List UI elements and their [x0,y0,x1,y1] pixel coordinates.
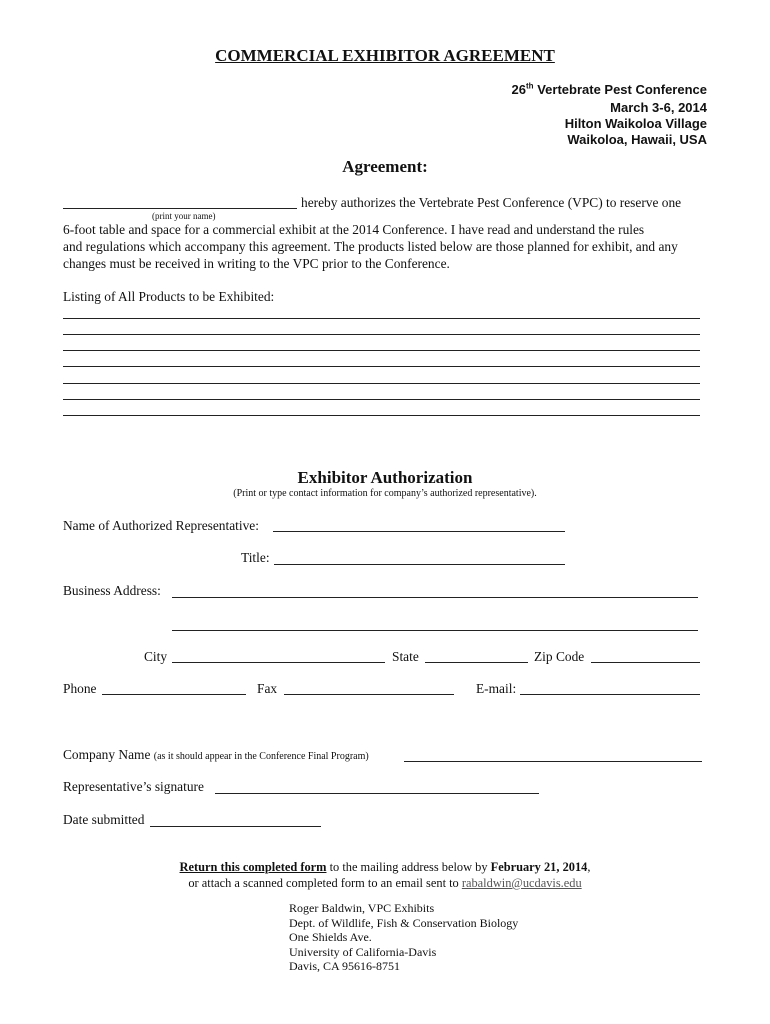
agreement-line-3: and regulations which accompany this agreement. The products listed below are those planned for exhibit, and any [63,239,678,254]
title-label: Title: [241,550,270,565]
authorization-heading: Exhibitor Authorization [297,468,473,487]
address-line-4: University of California-Davis [289,944,437,959]
zip-label: Zip Code [534,649,585,664]
state-field[interactable] [425,662,528,663]
business-address-field-2[interactable] [172,630,698,631]
title-field[interactable] [274,564,565,565]
city-label: City [144,649,168,664]
conference-edition-suffix: th [526,81,534,91]
company-name-note: (as it should appear in the Conference Final Program) [153,751,369,762]
return-comma: , [587,860,591,874]
address-line-3: One Shields Ave. [289,930,372,945]
business-address-field-1[interactable] [172,597,698,598]
email-field[interactable] [520,694,700,695]
email-label: E-mail: [476,681,517,696]
contact-email-link[interactable]: rabaldwin@ucdavis.edu [461,876,582,890]
product-line-4[interactable] [63,366,700,367]
date-submitted-field[interactable] [150,826,321,827]
agreement-heading: Agreement: [342,157,428,176]
fax-field[interactable] [284,694,454,695]
city-field[interactable] [172,662,385,663]
date-submitted-label: Date submitted [63,812,145,827]
product-line-1[interactable] [63,318,700,319]
attach-instructions [0,876,770,891]
return-text: to the mailing address below by [326,860,491,874]
phone-field[interactable] [102,694,246,695]
agreement-line-2: 6-foot table and space for a commercial exhibit at the 2014 Conference. I have read and understand the rules [63,222,645,237]
mailing-address [289,901,518,974]
attach-text: or attach a scanned completed form to an email sent to [188,876,462,890]
conference-dates: March 3-6, 2014 [610,100,707,115]
return-deadline: February 21, 2014 [490,860,588,874]
product-line-7[interactable] [63,415,700,416]
conference-edition: 26 [511,82,527,97]
return-bold: Return this completed form [179,860,327,874]
business-address-label: Business Address: [63,583,161,598]
address-line-5: Davis, CA 95616-8751 [289,959,400,974]
fax-label: Fax [257,681,278,696]
conference-title: Vertebrate Pest Conference [537,82,707,97]
signature-field[interactable] [215,793,539,794]
address-line-1: Roger Baldwin, VPC Exhibits [289,901,435,915]
conference-location: Waikoloa, Hawaii, USA [567,132,707,147]
document-title: COMMERCIAL EXHIBITOR AGREEMENT [215,46,555,65]
zip-field[interactable] [591,662,700,663]
conference-name [512,82,707,98]
company-name-label [63,747,369,763]
state-label: State [392,649,419,664]
products-label: Listing of All Products to be Exhibited: [63,289,275,304]
phone-label: Phone [63,681,97,696]
product-line-5[interactable] [63,383,700,384]
agreement-line-1: hereby authorizes the Vertebrate Pest Conference (VPC) to reserve one [301,195,682,210]
signature-label: Representative’s signature [63,779,204,794]
rep-name-label: Name of Authorized Representative: [63,518,259,533]
conference-venue: Hilton Waikoloa Village [564,116,707,131]
authorization-subheading: (Print or type contact information for company’s authorized representative). [233,488,537,499]
product-line-3[interactable] [63,350,700,351]
print-name-hint: (print your name) [152,211,216,221]
company-name-field[interactable] [404,761,702,762]
return-instructions [0,860,770,875]
product-line-6[interactable] [63,399,700,400]
agreement-line-4: changes must be received in writing to the VPC prior to the Conference. [63,256,450,271]
address-line-2: Dept. of Wildlife, Fish & Conservation Biology [289,915,519,930]
product-line-2[interactable] [63,334,700,335]
exhibitor-name-field[interactable] [63,208,297,209]
company-name-text: Company Name [63,747,151,762]
rep-name-field[interactable] [273,531,565,532]
